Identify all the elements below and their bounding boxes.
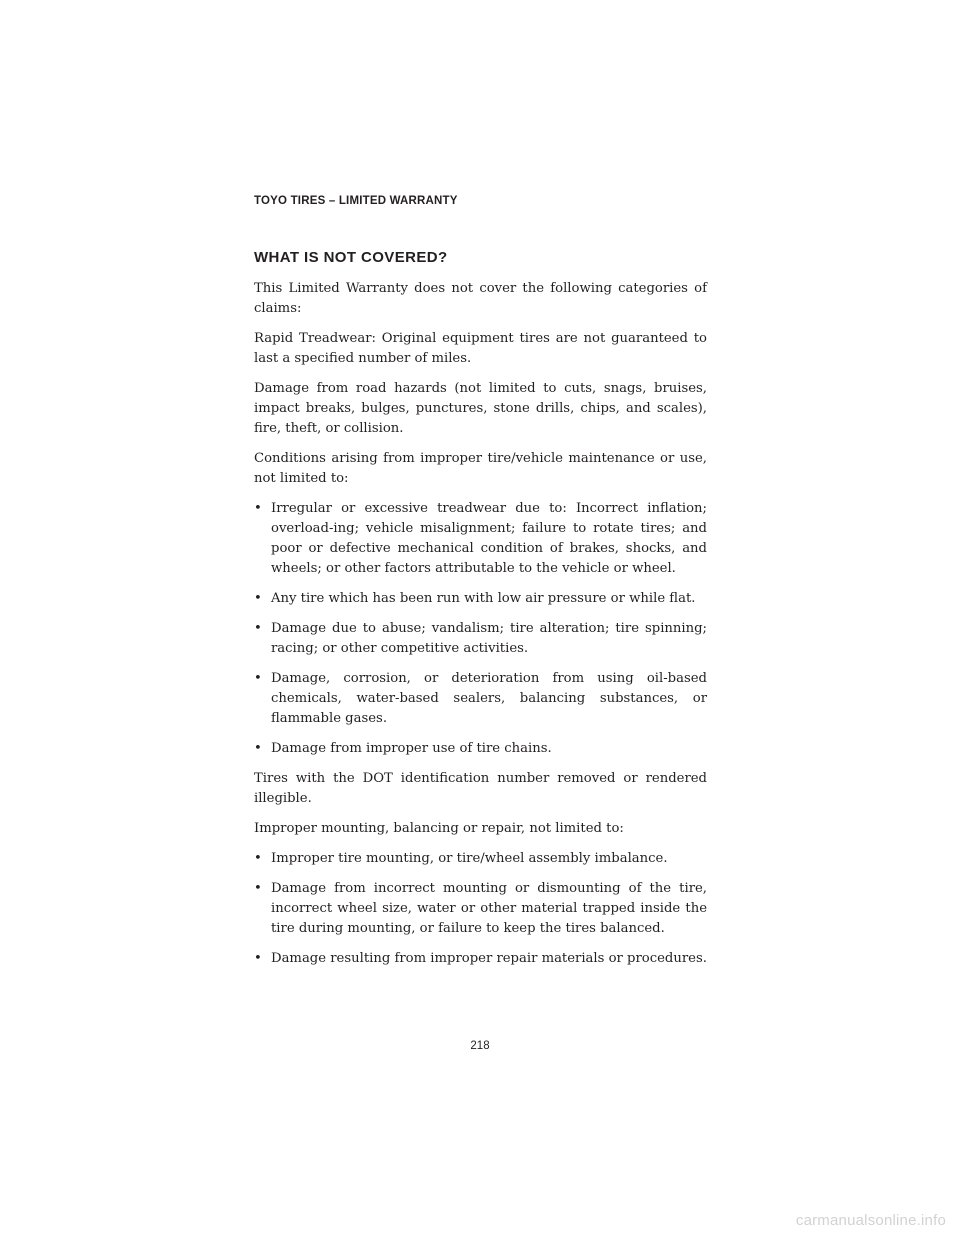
- bullet-icon: •: [254, 851, 262, 866]
- list-item-text: Improper tire mounting, or tire/wheel assembly imbalance.: [271, 851, 668, 866]
- road-hazards-paragraph: Damage from road hazards (not limited to cuts, snags, bruises, impact breaks, bulges, punctures, stone drills, chips, and scales), fire, theft, or collision.: [254, 381, 707, 436]
- bullet-icon: •: [254, 621, 262, 636]
- list-item-text: Damage, corrosion, or deterioration from using oil-based chemicals, water-based sealers, balancing substances, or flammable gases.: [271, 671, 707, 726]
- list-item-text: Damage resulting from improper repair materials or procedures.: [271, 951, 707, 966]
- page-number: 218: [470, 1040, 490, 1052]
- bullet-icon: •: [254, 951, 262, 966]
- bullet-icon: •: [254, 741, 262, 756]
- list-item-text: Damage due to abuse; vandalism; tire alteration; tire spinning; racing; or other competitive activities.: [271, 621, 707, 656]
- page-content: [254, 248, 707, 979]
- bullet-icon: •: [254, 501, 262, 516]
- intro-paragraph: This Limited Warranty does not cover the following categories of claims:: [254, 281, 707, 316]
- bullet-icon: •: [254, 671, 262, 686]
- bullet-icon: •: [254, 591, 262, 606]
- watermark-text: carmanualsonline.info: [795, 1212, 946, 1229]
- rapid-treadwear-paragraph: Rapid Treadwear: Original equipment tires are not guaranteed to last a specified number of miles.: [254, 331, 707, 366]
- list-item: [254, 879, 707, 939]
- list-item: [254, 849, 707, 869]
- mounting-paragraph: Improper mounting, balancing or repair, not limited to:: [254, 821, 624, 836]
- dot-paragraph: Tires with the DOT identification number removed or rendered illegible.: [254, 771, 707, 806]
- section-title: WHAT IS NOT COVERED?: [254, 249, 448, 266]
- mounting-bullet-list: [254, 849, 707, 969]
- list-item: [254, 669, 707, 729]
- list-item-text: Irregular or excessive treadwear due to: Incorrect inflation; overload-ing; vehicle misalignment; failure to rotate tires; and poor or defective mechanical condition of brakes, shocks, and wheels; or other factors attributable to the vehicle or wheel.: [271, 501, 707, 576]
- list-item: [254, 589, 707, 609]
- conditions-bullet-list: [254, 499, 707, 759]
- bullet-icon: •: [254, 881, 262, 896]
- list-item: [254, 499, 707, 579]
- running-header: TOYO TIRES – LIMITED WARRANTY: [254, 195, 458, 207]
- list-item: [254, 619, 707, 659]
- list-item-text: Damage from incorrect mounting or dismounting of the tire, incorrect wheel size, water or other material trapped inside the tire during mounting, or failure to keep the tires balanced.: [271, 881, 707, 936]
- conditions-paragraph: Conditions arising from improper tire/vehicle maintenance or use, not limited to:: [254, 451, 707, 486]
- list-item-text: Damage from improper use of tire chains.: [271, 741, 552, 756]
- list-item-text: Any tire which has been run with low air pressure or while flat.: [271, 591, 696, 606]
- list-item: [254, 739, 707, 759]
- list-item: [254, 949, 707, 969]
